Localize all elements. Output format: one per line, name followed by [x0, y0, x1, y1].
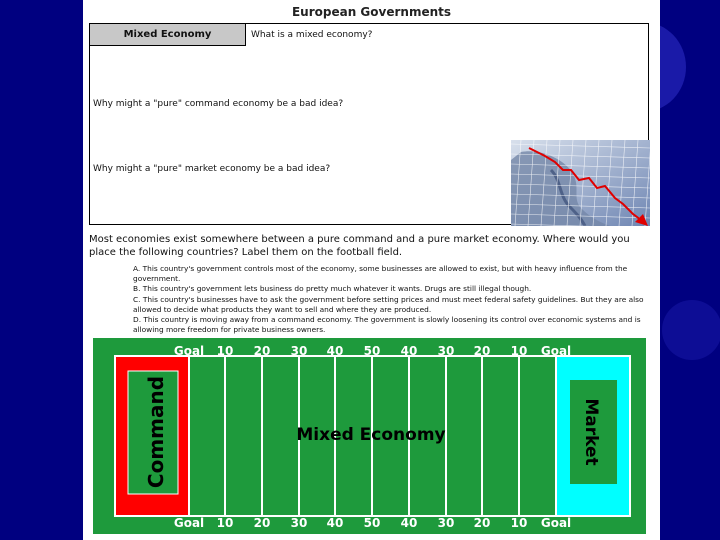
list-item: C. This country's businesses have to ask the government before setting prices and must meet federal safety guidelines. But they are also allowed to decide what products they want to sell and where they are produced.	[133, 294, 644, 314]
yard-label: 10	[216, 344, 234, 358]
yard-label: 40	[400, 344, 418, 358]
yard-label: 40	[400, 516, 418, 530]
worksheet	[83, 0, 660, 540]
command-label: Command	[144, 375, 168, 489]
worksheet-title: European Governments	[291, 5, 452, 19]
yard-label: 20	[473, 344, 491, 358]
list-item: D. This country is moving away from a command economy. The government is slowly loosening its control over economic systems and is allowing more freedom for private business owners.	[133, 315, 641, 335]
yard-label: 50	[363, 516, 381, 530]
declining-graph-map-image	[511, 140, 650, 226]
country-list	[133, 264, 653, 335]
box-header: Mixed Economy	[90, 24, 246, 46]
yard-label: 30	[437, 516, 455, 530]
instructions: Most economies exist somewhere between a pure command and a pure market economy. Where would you place the following countries? Label them on the football field.	[89, 234, 630, 258]
yard-label: 50	[363, 344, 381, 358]
yard-label: 20	[253, 344, 271, 358]
mixed-economy-label: Mixed Economy	[296, 425, 446, 445]
question-mixed-economy: What is a mixed economy?	[251, 30, 373, 40]
question-box	[89, 23, 649, 225]
yard-label: 10	[216, 516, 234, 530]
yard-label: 20	[253, 516, 271, 530]
question-command-economy: Why might a "pure" command economy be a bad idea?	[93, 99, 344, 109]
yard-label: 30	[290, 344, 308, 358]
yard-label: 40	[326, 344, 344, 358]
list-item: B. This country's government lets business do pretty much whatever it wants. Drugs are still illegal though.	[133, 284, 532, 294]
yard-label: Goal	[540, 344, 572, 358]
yard-label: Goal	[540, 516, 572, 530]
yard-label: 20	[473, 516, 491, 530]
yard-label: 30	[437, 344, 455, 358]
yard-label: 10	[510, 516, 528, 530]
yard-label: Goal	[173, 516, 205, 530]
decorative-circle	[662, 300, 720, 360]
market-label: Market	[581, 398, 601, 466]
question-market-economy: Why might a "pure" market economy be a bad idea?	[93, 164, 331, 174]
yard-label: 10	[510, 344, 528, 358]
yard-label: Goal	[173, 344, 205, 358]
yard-label: 40	[326, 516, 344, 530]
yard-label: 30	[290, 516, 308, 530]
list-item: A. This country's government controls most of the economy, some businesses are allowed to exist, but with heavy influence from the government.	[133, 264, 628, 284]
football-field	[93, 338, 646, 534]
